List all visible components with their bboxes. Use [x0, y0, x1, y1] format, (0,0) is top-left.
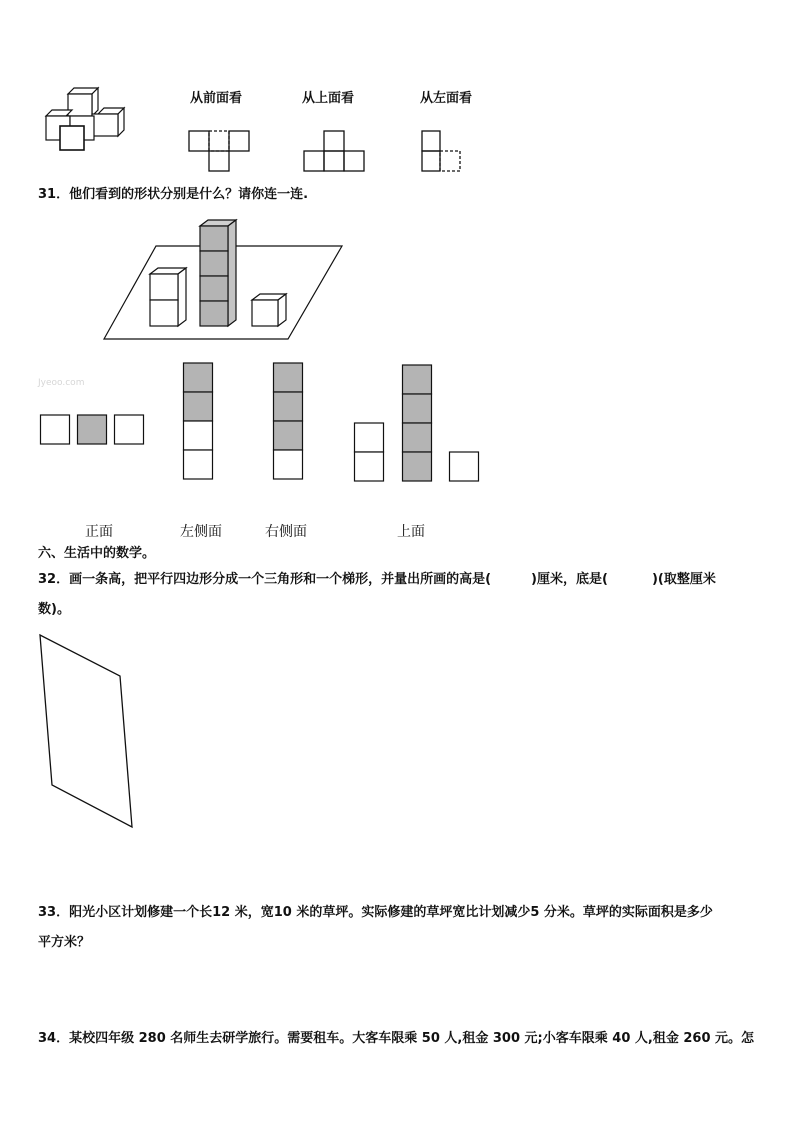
- top-view-shape: [303, 128, 373, 178]
- question-32-part3: )(取整厘米: [651, 572, 716, 587]
- top-view-option: [354, 362, 484, 482]
- question-31-text: 31．他们看到的形状分别是什么？请你连一连.: [38, 187, 309, 202]
- left-view-shape: [421, 128, 471, 178]
- front-view-shape: [188, 128, 258, 178]
- question-32-line1: [38, 571, 716, 589]
- section-6-heading: 六、生活中的数学。: [38, 546, 156, 561]
- question-32-part1: 32．画一条高，把平行四边形分成一个三角形和一个梯形，并量出所画的高是(: [38, 572, 492, 587]
- right-side-view-option: [273, 362, 305, 482]
- question-32-part2: )厘米，底是(: [531, 572, 608, 587]
- label-top: 上面: [397, 524, 425, 540]
- question-33-line2: 平方米？: [38, 935, 91, 950]
- question-32-line2: 数)。: [38, 602, 70, 617]
- label-right-side: 右侧面: [265, 524, 307, 540]
- parallelogram-figure: [36, 632, 146, 832]
- question-34-line1: 34．某校四年级 280 名师生去研学旅行。需要租车。大客车限乘 50 人,租金 300 元;小客车限乘 40 人,租金 260 元。怎: [38, 1031, 755, 1046]
- label-front: 正面: [85, 524, 113, 540]
- left-side-view-option: [183, 362, 215, 482]
- front-view-label: 从前面看: [190, 91, 243, 106]
- label-left-side: 左侧面: [180, 524, 222, 540]
- top-view-label: 从上面看: [302, 91, 355, 106]
- watermark: Jyeoo.com: [38, 378, 85, 388]
- front-view-option: [40, 414, 150, 446]
- left-view-label: 从左面看: [420, 91, 473, 106]
- cube-stacks-on-plane: [102, 216, 352, 346]
- question-33-line1: 33．阳光小区计划修建一个长12 米，宽10 米的草坪。实际修建的草坪宽比计划减少5 分米。草坪的实际面积是多少: [38, 905, 713, 920]
- isometric-cube-figure: [42, 86, 132, 156]
